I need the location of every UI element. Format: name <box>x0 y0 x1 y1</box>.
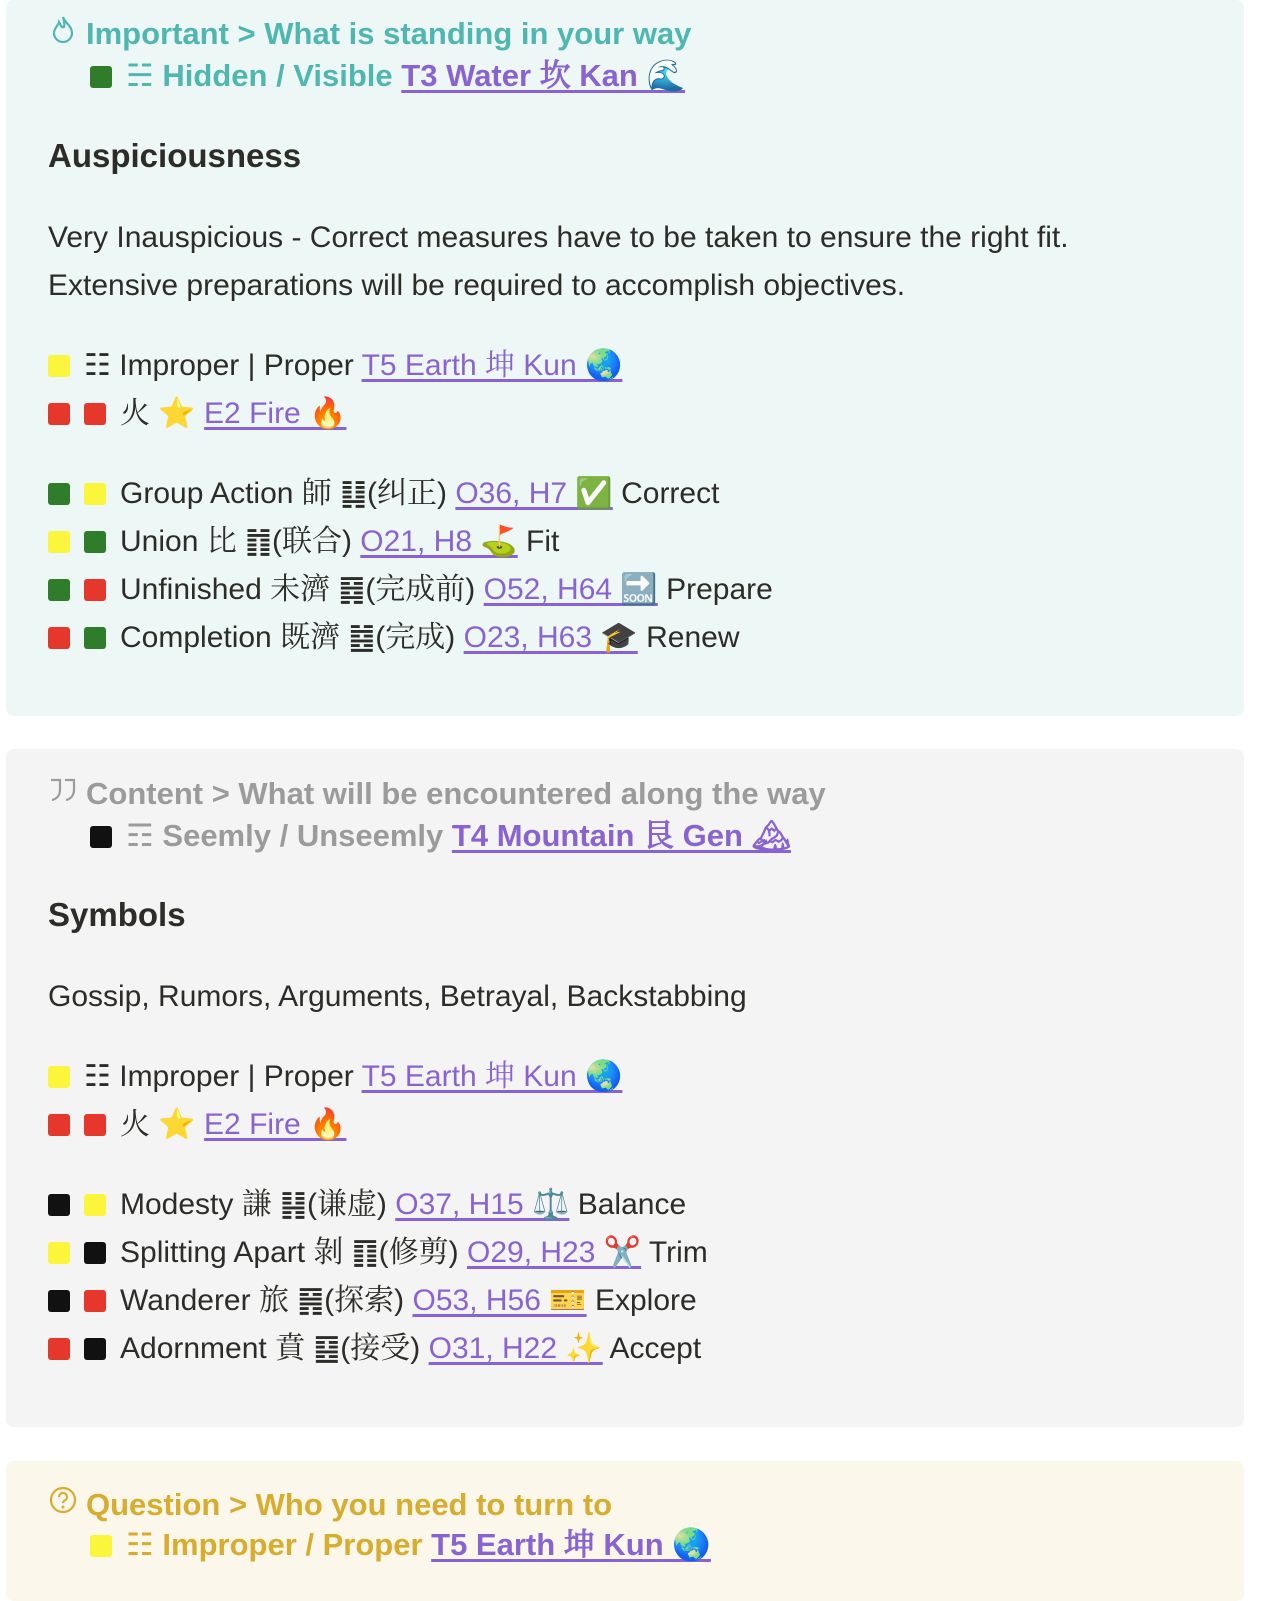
red-square-icon <box>48 403 70 425</box>
yellow-square-icon <box>84 1194 106 1216</box>
red-square-icon <box>84 1114 106 1136</box>
earth-line: ☷ Improper | Proper T5 Earth 坤 Kun 🌏 <box>48 346 622 386</box>
red-square-icon <box>84 579 106 601</box>
link-o52-h64[interactable]: O52, H64 🔜 <box>483 573 658 606</box>
fire-line: 火 ⭐ E2 Fire 🔥 <box>48 1105 346 1145</box>
link-o21-h8[interactable]: O21, H8 ⛳ <box>360 525 518 558</box>
fire-line: 火 ⭐ E2 Fire 🔥 <box>48 394 346 434</box>
question-circle-icon <box>48 1485 78 1525</box>
link-e2-fire[interactable]: E2 Fire 🔥 <box>204 1108 347 1141</box>
link-t5-earth[interactable]: T5 Earth 坤 Kun 🌏 <box>361 349 623 382</box>
link-t5-earth[interactable]: T5 Earth 坤 Kun 🌏 <box>361 1060 623 1093</box>
link-o31-h22[interactable]: O31, H22 ✨ <box>428 1332 603 1365</box>
hexagram-row: Group Action 師 ䷆(纠正) O36, H7 ✅ Correct <box>48 474 719 514</box>
question-subheading: ☷ Improper / Proper T5 Earth 坤 Kun 🌏 <box>90 1525 711 1565</box>
red-square-icon <box>84 403 106 425</box>
hexagram-row: Splitting Apart 剝 ䷖(修剪) O29, H23 ✂️ Trim <box>48 1233 708 1273</box>
question-heading: Question > Who you need to turn to <box>48 1485 612 1525</box>
black-square-icon <box>90 826 112 848</box>
yellow-square-icon <box>48 1242 70 1264</box>
yellow-square-icon <box>48 355 70 377</box>
section-title: Auspiciousness <box>48 137 302 174</box>
hexagram-row: Union 比 ䷇(联合) O21, H8 ⛳ Fit <box>48 522 559 562</box>
black-square-icon <box>48 1290 70 1312</box>
hexagram-row: Modesty 謙 ䷎(谦虚) O37, H15 ⚖️ Balance <box>48 1185 686 1225</box>
link-e2-fire[interactable]: E2 Fire 🔥 <box>204 397 347 430</box>
black-square-icon <box>84 1338 106 1360</box>
hexagram-row: Completion 既濟 ䷾(完成) O23, H63 🎓 Renew <box>48 618 739 658</box>
quote-icon <box>48 774 78 814</box>
link-o36-h7[interactable]: O36, H7 ✅ <box>455 477 613 510</box>
content-heading: Content > What will be encountered along the way <box>48 774 826 814</box>
important-subheading: ☵ Hidden / Visible T3 Water 坎 Kan 🌊 <box>90 56 685 96</box>
green-square-icon <box>84 531 106 553</box>
red-square-icon <box>84 1290 106 1312</box>
yellow-square-icon <box>84 483 106 505</box>
yellow-square-icon <box>48 531 70 553</box>
green-square-icon <box>48 483 70 505</box>
link-t4-mountain[interactable]: T4 Mountain 艮 Gen 🏔 <box>451 818 791 853</box>
link-o53-h56[interactable]: O53, H56 🎫 <box>412 1284 587 1317</box>
important-heading: Important > What is standing in your way <box>48 14 691 54</box>
green-square-icon <box>90 66 112 88</box>
hexagram-row: Wanderer 旅 ䷷(探索) O53, H56 🎫 Explore <box>48 1281 697 1321</box>
black-square-icon <box>48 1194 70 1216</box>
yellow-square-icon <box>48 1066 70 1088</box>
red-square-icon <box>48 1338 70 1360</box>
link-t5-earth[interactable]: T5 Earth 坤 Kun 🌏 <box>431 1527 711 1562</box>
link-o37-h15[interactable]: O37, H15 ⚖️ <box>395 1188 570 1221</box>
hexagram-row: Unfinished 未濟 ䷿(完成前) O52, H64 🔜 Prepare <box>48 570 773 610</box>
green-square-icon <box>48 579 70 601</box>
body-text-line2: Extensive preparations will be required to accomplish objectives. <box>48 269 906 302</box>
green-square-icon <box>84 627 106 649</box>
link-o23-h63[interactable]: O23, H63 🎓 <box>463 621 638 654</box>
link-o29-h23[interactable]: O29, H23 ✂️ <box>467 1236 642 1269</box>
earth-line: ☷ Improper | Proper T5 Earth 坤 Kun 🌏 <box>48 1057 622 1097</box>
body-text: Gossip, Rumors, Arguments, Betrayal, Backstabbing <box>48 980 747 1013</box>
section-title: Symbols <box>48 896 186 933</box>
hexagram-row: Adornment 賁 ䷕(接受) O31, H22 ✨ Accept <box>48 1329 701 1369</box>
body-text-line1: Very Inauspicious - Correct measures have to be taken to ensure the right fit. <box>48 221 1069 254</box>
content-subheading: ☶ Seemly / Unseemly T4 Mountain 艮 Gen 🏔 <box>90 816 791 856</box>
flame-outline-icon <box>48 14 78 54</box>
red-square-icon <box>48 1114 70 1136</box>
link-t3-water[interactable]: T3 Water 坎 Kan 🌊 <box>401 58 686 93</box>
red-square-icon <box>48 627 70 649</box>
black-square-icon <box>84 1242 106 1264</box>
